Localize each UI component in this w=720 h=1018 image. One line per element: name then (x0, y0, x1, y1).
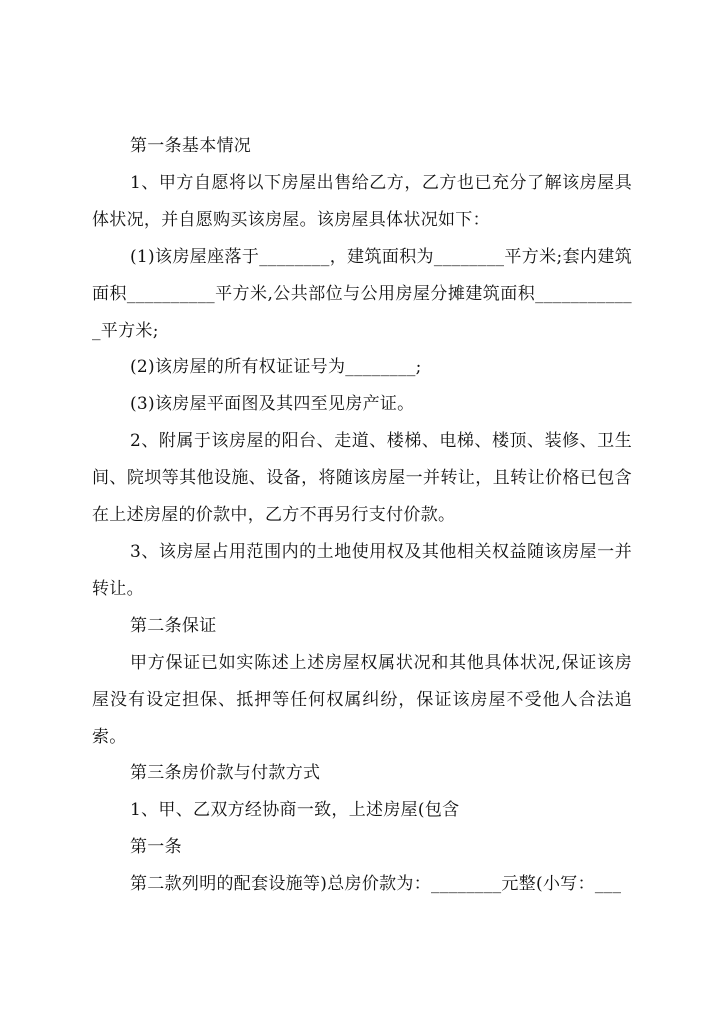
contract-body (92, 128, 632, 903)
article-1-clause-3: 3、该房屋占用范围内的土地使用权及其他相关权益随该房屋一并转让。 (92, 541, 632, 599)
article-1-item-1: (1)该房屋座落于________，建筑面积为________平方米;套内建筑面积__________平方米,公共部位与公用房屋分摊建筑面积____________平方米; (92, 246, 632, 341)
article-1-clause-1: 1、甲方自愿将以下房屋出售给乙方，乙方也已充分了解该房屋具体状况，并自愿购买该房屋。该房屋具体状况如下： (92, 172, 632, 230)
article-1-item-3: (3)该房屋平面图及其四至见房产证。 (130, 394, 415, 415)
article-1-heading: 第一条基本情况 (130, 136, 252, 156)
article-1-clause-2: 2、附属于该房屋的阳台、走道、楼梯、电梯、楼顶、装修、卫生间、院坝等其他设施、设备，将随该房屋一并转让，且转让价格已包含在上述房屋的价款中，乙方不再另行支付价款。 (92, 431, 632, 526)
article-2-heading: 第二条保证 (130, 615, 217, 636)
article-reference: 第一条 (130, 837, 182, 858)
article-3-clause-1: 1、甲、乙双方经协商一致，上述房屋(包含 (130, 800, 460, 821)
article-2-body: 甲方保证已如实陈述上述房屋权属状况和其他具体状况,保证该房屋没有设定担保、抵押等任何权属纠纷，保证该房屋不受他人合法追索。 (92, 652, 632, 747)
article-1-item-2: (2)该房屋的所有权证证号为________; (130, 357, 422, 378)
article-3-price-line: 第二款列明的配套设施等)总房价款为：________元整(小写：___ (130, 874, 622, 895)
article-3-heading: 第三条房价款与付款方式 (130, 763, 321, 784)
